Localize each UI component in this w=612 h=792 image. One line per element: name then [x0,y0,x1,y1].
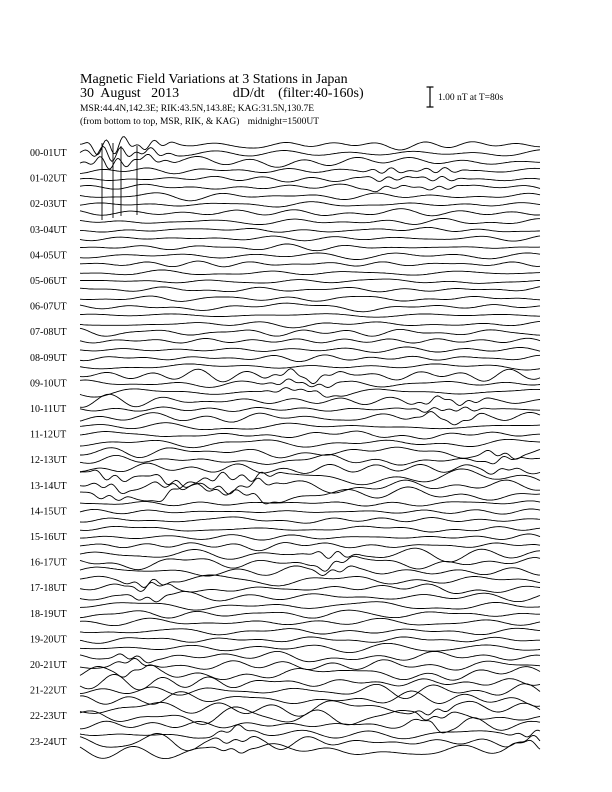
hour-label: 15-16UT [30,532,67,543]
trace-msr [80,665,540,680]
trace-msr [80,566,540,576]
hour-label: 05-06UT [30,276,67,287]
trace-msr [80,517,540,523]
trace-msr [80,209,540,216]
quantity-text: dD/dt [232,86,265,101]
trace-msr [80,412,540,425]
trace-rik [80,509,540,514]
chart-title: Magnetic Field Variations at 3 Stations in Japan [80,72,348,87]
trace-rik [80,279,540,283]
hour-label: 13-14UT [30,480,67,492]
trace-rik [80,176,540,182]
trace-kag [80,193,540,201]
trace-rik [80,658,540,670]
trace-rik [80,534,540,540]
trace-rik [80,431,540,439]
trace-kag [80,548,540,562]
trace-kag [80,423,540,430]
trace-rik [80,707,540,725]
hour-label: 19-20UT [30,634,67,646]
trace-rik [80,379,540,388]
hour-label: 11-12UT [30,429,67,441]
trace-kag [80,651,540,662]
trace-kag [80,347,540,352]
trace-kag [80,701,540,716]
hour-label: 18-19UT [30,608,67,620]
trace-kag [80,270,540,275]
hour-label: 23-24UT [30,736,67,748]
trace-msr [80,643,540,652]
trace-rik [80,328,540,336]
trace-rik [80,355,540,362]
hour-label: 21-22UT [30,685,67,697]
trace-msr [80,618,540,625]
trace-kag [80,394,540,407]
trace-msr [80,287,540,292]
trace-rik [80,583,540,594]
trace-kag [80,137,540,155]
trace-rik [80,637,540,643]
hour-label: 22-23UT [30,711,67,723]
trace-rik [80,303,540,312]
trace-kag [80,321,540,327]
trace-msr [80,482,540,504]
trace-msr [80,314,540,318]
trace-rik [80,478,540,494]
trace-msr [80,261,540,267]
trace-kag [80,168,540,174]
trace-rik [80,202,540,207]
hour-label: 20-21UT [30,660,67,671]
trace-kag [80,296,540,301]
trace-msr [80,154,540,169]
hour-label: 06-07UT [30,301,67,313]
trace-msr [80,364,540,370]
hour-label: 17-18UT [30,583,67,595]
trace-rik [80,227,540,232]
trace-msr [80,184,540,192]
trace-rik [80,610,540,618]
trace-rik [80,253,540,260]
hour-label: 02-03UT [30,199,67,211]
trace-msr [80,591,540,602]
hour-label: 00-01UT [30,148,67,159]
hour-label: 04-05UT [30,250,67,262]
trace-msr [80,463,540,474]
hour-label: 01-02UT [30,173,67,185]
trace-msr [80,388,540,398]
trace-msr [80,439,540,447]
trace-rik [80,407,540,412]
midnight-note: midnight=1500UT [247,117,320,127]
trace-msr [80,236,540,241]
hour-label: 03-04UT [30,224,67,236]
filter-text: (filter:40-160s) [278,86,364,101]
hour-label: 14-15UT [30,506,67,518]
trace-kag [80,526,540,532]
hour-label: 08-09UT [30,352,67,364]
order-note: (from bottom to top, MSR, RIK, & KAG) [80,117,240,127]
trace-kag [80,218,540,224]
trace-kag [80,575,540,588]
trace-kag [80,628,540,635]
hour-label: 16-17UT [30,557,67,569]
trace-kag [80,501,540,506]
scale-label: 1.00 nT at T=80s [438,93,504,103]
trace-rik [80,734,540,751]
date-text: 30 August 2013 [80,86,180,101]
trace-kag [80,447,540,459]
trace-kag [80,369,540,384]
trace-msr [80,718,540,733]
trace-kag [80,602,540,610]
trace-rik [80,146,540,161]
trace-msr [80,338,540,343]
hour-label: 09-10UT [30,378,67,390]
trace-msr [80,740,540,758]
trace-kag [80,244,540,251]
trace-msr [80,543,540,551]
hour-label: 10-11UT [30,404,67,415]
stations-info: MSR:44.4N,142.3E; RIK:43.5N,143.8E; KAG:31.5N,130.7E [80,104,315,114]
hour-label: 07-08UT [30,327,67,339]
hour-label: 12-13UT [30,455,67,467]
